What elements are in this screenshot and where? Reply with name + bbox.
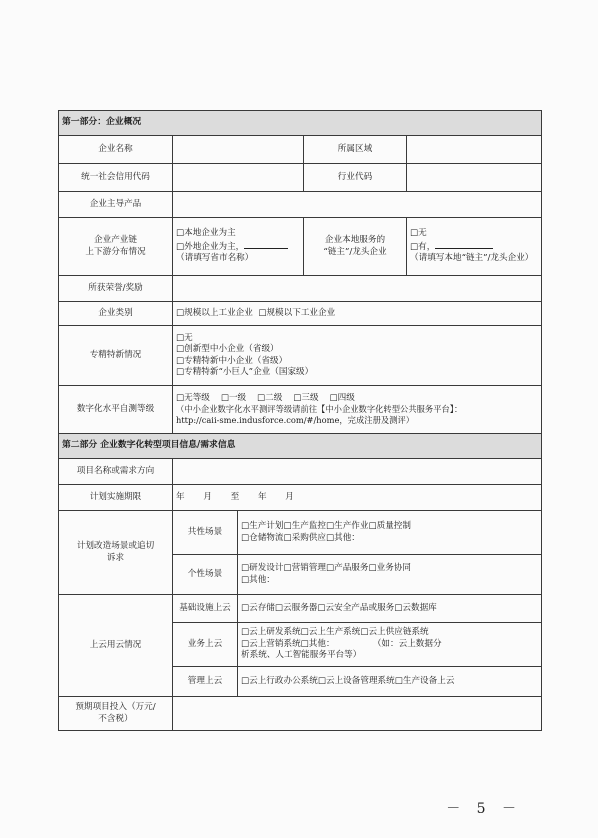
custom-options-row1[interactable]: □研发设计□营销管理□产品服务□业务协同 bbox=[241, 563, 411, 574]
digital-levels[interactable]: □无等级 □一级 □二级 □三级 □四级 bbox=[176, 392, 355, 403]
category-label: 企业类别 bbox=[59, 302, 173, 326]
chain-label-text: 企业产业链 上下游分布情况 bbox=[85, 235, 146, 257]
mgmt-cloud-label: 管理上云 bbox=[173, 667, 238, 697]
chain-option-hint: （请填写省市名称） bbox=[176, 253, 254, 264]
company-name-field[interactable] bbox=[173, 136, 304, 164]
special-option-giant[interactable]: □专精特新“小巨人”企业（国家级） bbox=[176, 366, 314, 377]
service-label-text: 企业本地服务的 “链主”/龙头企业 bbox=[323, 235, 387, 257]
cloud-label: 上云用云情况 bbox=[59, 595, 173, 697]
chain-external-blank[interactable] bbox=[244, 240, 288, 249]
chain-option-external[interactable]: □外地企业为主， bbox=[176, 241, 245, 252]
service-option-yes-row bbox=[410, 240, 538, 253]
project-name-label: 项目名称或需求方向 bbox=[59, 459, 173, 485]
digital-options[interactable] bbox=[173, 386, 542, 434]
special-option-sme[interactable]: □专精特新中小企业（省级） bbox=[176, 355, 288, 366]
service-yes-blank[interactable] bbox=[435, 240, 493, 249]
category-options[interactable]: □规模以上工业企业 □规模以下工业企业 bbox=[173, 302, 542, 326]
page-number: － 5 － bbox=[446, 801, 522, 817]
section-2-title: 第二部分 企业数字化转型项目信息/需求信息 bbox=[59, 434, 542, 459]
special-label: 专精特新情况 bbox=[59, 326, 173, 386]
chain-label bbox=[59, 218, 173, 276]
chain-options[interactable] bbox=[173, 218, 304, 276]
honors-label: 所获荣誉/奖励 bbox=[59, 276, 173, 302]
common-options-row2[interactable]: □仓储物流□采购供应□其他： bbox=[241, 532, 360, 543]
custom-scenario-label: 个性场景 bbox=[173, 555, 238, 595]
digital-label: 数字化水平自测等级 bbox=[59, 386, 173, 434]
section-1-title: 第一部分：企业概况 bbox=[59, 111, 542, 136]
service-option-none[interactable]: □无 bbox=[410, 228, 427, 239]
custom-options-row2[interactable]: □其他： bbox=[241, 574, 275, 585]
business-options-row1[interactable]: □云上研发系统□云上生产系统□云上供应链系统 bbox=[241, 627, 429, 638]
industry-code-label: 行业代码 bbox=[304, 164, 407, 192]
infra-cloud-options[interactable]: □云存储□云服务器□云安全产品或服务□云数据库 bbox=[238, 595, 542, 623]
industry-code-field[interactable] bbox=[407, 164, 542, 192]
service-option-yes[interactable]: □有， bbox=[410, 241, 436, 252]
investment-field[interactable] bbox=[173, 697, 542, 731]
project-name-field[interactable] bbox=[173, 459, 542, 485]
period-label: 计划实施期限 bbox=[59, 485, 173, 511]
credit-code-field[interactable] bbox=[173, 164, 304, 192]
common-scenario-label: 共性场景 bbox=[173, 511, 238, 555]
service-label bbox=[304, 218, 407, 276]
infra-cloud-label: 基础设施上云 bbox=[173, 595, 238, 623]
business-cloud-options[interactable] bbox=[238, 623, 542, 667]
chain-option-local[interactable]: □本地企业为主 bbox=[176, 228, 236, 239]
digital-note: （中小企业数字化水平测评等级请前往【中小企业数字化转型公共服务平台】： bbox=[176, 404, 463, 415]
business-cloud-label: 业务上云 bbox=[173, 623, 238, 667]
business-options-row3: 析系统、人工智能服务平台等） bbox=[241, 650, 362, 661]
honors-field[interactable] bbox=[173, 276, 542, 302]
investment-label-text: 预期项目投入（万元/ 不含税） bbox=[75, 702, 156, 724]
special-option-none[interactable]: □无 bbox=[176, 332, 193, 343]
main-product-label: 企业主导产品 bbox=[59, 192, 173, 218]
service-option-hint: （请填写本地“链主”/龙头企业） bbox=[410, 253, 534, 264]
scenario-label bbox=[59, 511, 173, 595]
company-name-label: 企业名称 bbox=[59, 136, 173, 164]
service-options[interactable] bbox=[407, 218, 542, 276]
special-option-innovative[interactable]: □创新型中小企业（省级） bbox=[176, 344, 279, 355]
enterprise-form-table bbox=[58, 110, 542, 731]
investment-label bbox=[59, 697, 173, 731]
credit-code-label: 统一社会信用代码 bbox=[59, 164, 173, 192]
region-label: 所属区域 bbox=[304, 136, 407, 164]
common-options-row1[interactable]: □生产计划□生产监控□生产作业□质量控制 bbox=[241, 521, 411, 532]
region-field[interactable] bbox=[407, 136, 542, 164]
custom-scenario-options[interactable] bbox=[238, 555, 542, 595]
scenario-label-text: 计划改造场景或追切 诉求 bbox=[76, 541, 155, 563]
mgmt-cloud-options[interactable]: □云上行政办公系统□云上设备管理系统□生产设备上云 bbox=[238, 667, 542, 697]
common-scenario-options[interactable] bbox=[238, 511, 542, 555]
main-product-field[interactable] bbox=[173, 192, 542, 218]
period-field[interactable]: 年 月 至 年 月 bbox=[173, 485, 542, 511]
business-options-row2[interactable]: □云上营销系统□其他： （如：云上数据分 bbox=[241, 638, 442, 649]
chain-option-external-row bbox=[176, 240, 300, 253]
special-options[interactable] bbox=[173, 326, 542, 386]
digital-url[interactable]: http://caii-sme.indusforce.com/#/home，完成注册及测评） bbox=[176, 415, 415, 426]
